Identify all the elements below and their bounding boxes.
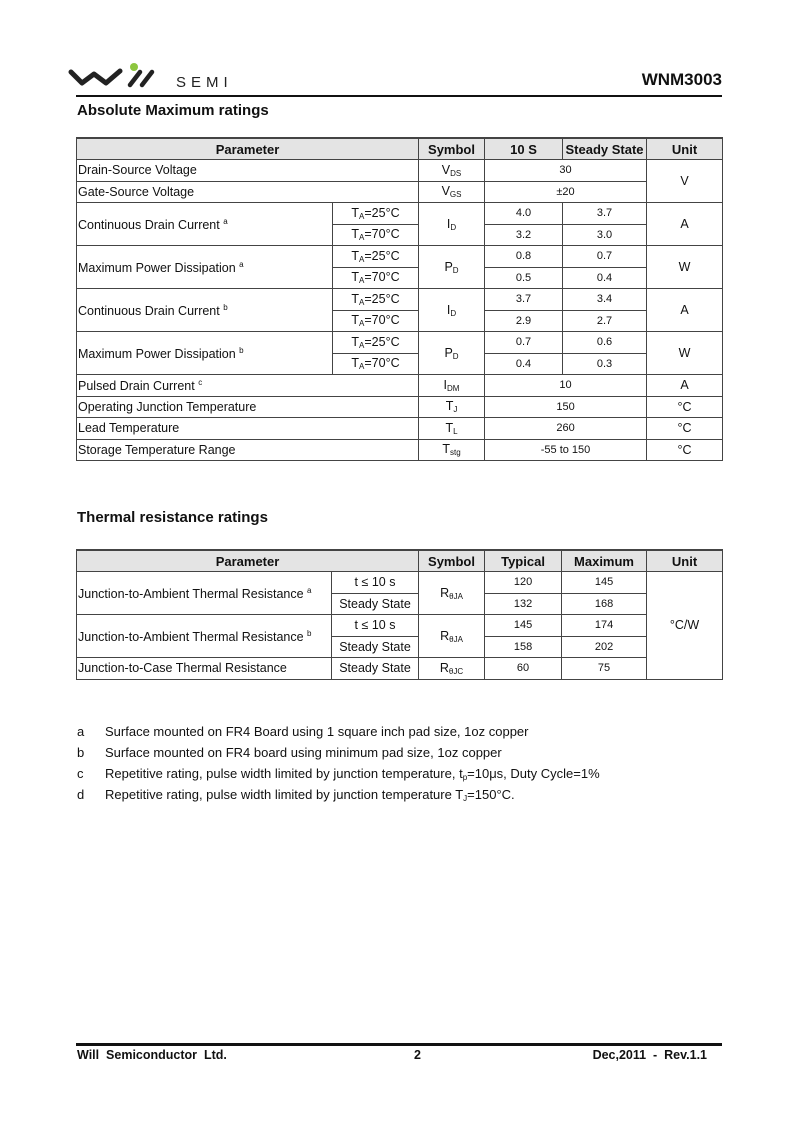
value: 150 (485, 396, 647, 418)
col-parameter: Parameter (77, 138, 419, 160)
page-number: 2 (414, 1048, 421, 1062)
footnote-c: c Repetitive rating, pulse width limited by junction temperature, $t_p=10\mu s$, Duty Cycle=1% (77, 766, 600, 782)
col-maximum: Maximum (562, 550, 647, 572)
condition: $T_A=70^\circ C$ (333, 353, 419, 375)
table-row (77, 289, 723, 311)
header-rule (76, 95, 722, 97)
param-label: Continuous Drain Current $^b$ (77, 289, 333, 332)
unit: °C (647, 439, 723, 461)
value-maximum: 75 (562, 658, 647, 680)
value-typical: 132 (485, 593, 562, 615)
col-steady-state: Steady State (563, 138, 647, 160)
value: -55 to 150 (485, 439, 647, 461)
value-steady: 3.4 (563, 289, 647, 311)
param-label: Lead Temperature (77, 418, 419, 440)
symbol: $P_D$ (419, 332, 485, 375)
table-row (77, 181, 723, 203)
condition: $T_A=25^\circ C$ (333, 203, 419, 225)
condition: $T_A=70^\circ C$ (333, 224, 419, 246)
value-maximum: 145 (562, 572, 647, 594)
symbol: $T_L$ (419, 418, 485, 440)
symbol: $V_{DS}$ (419, 160, 485, 182)
condition: $T_A=25^\circ C$ (333, 332, 419, 354)
footnote-b: b Surface mounted on FR4 board using minimum pad size, 1oz copper (77, 745, 502, 760)
unit: °C (647, 418, 723, 440)
footnotes (77, 724, 600, 808)
col-symbol: Symbol (419, 138, 485, 160)
logo-wave-icon (68, 62, 178, 92)
table-row (77, 332, 723, 354)
value-typical: 120 (485, 572, 562, 594)
unit: A (647, 289, 723, 332)
abs-max-title: Absolute Maximum ratings (77, 102, 269, 119)
symbol: $T_{stg}$ (419, 439, 485, 461)
symbol: $I_D$ (419, 289, 485, 332)
value-steady: 3.7 (563, 203, 647, 225)
thermal-title: Thermal resistance ratings (77, 509, 268, 526)
param-label: Pulsed Drain Current $^c$ (77, 375, 419, 397)
footnote-a: a Surface mounted on FR4 Board using 1 square inch pad size, 1oz copper (77, 724, 529, 739)
param-label: Drain-Source Voltage (77, 160, 419, 182)
unit: A (647, 203, 723, 246)
value-10s: 0.5 (485, 267, 563, 289)
value: 10 (485, 375, 647, 397)
value-typical: 145 (485, 615, 562, 637)
table-row (77, 246, 723, 268)
value-steady: 0.6 (563, 332, 647, 354)
value-steady: 2.7 (563, 310, 647, 332)
col-unit: Unit (647, 138, 723, 160)
value-maximum: 168 (562, 593, 647, 615)
value-10s: 0.8 (485, 246, 563, 268)
table-row (77, 396, 723, 418)
value-typical: 60 (485, 658, 562, 680)
table-row (77, 658, 723, 680)
value-typical: 158 (485, 636, 562, 658)
footer-rule (76, 1043, 722, 1046)
col-typical: Typical (485, 550, 562, 572)
table-row (77, 203, 723, 225)
condition: t ≤ 10 s (332, 615, 419, 637)
value: 260 (485, 418, 647, 440)
symbol: $P_D$ (419, 246, 485, 289)
param-label: Gate-Source Voltage (77, 181, 419, 203)
value-steady: 3.0 (563, 224, 647, 246)
condition: Steady State (332, 593, 419, 615)
condition: Steady State (332, 636, 419, 658)
value-10s: 3.2 (485, 224, 563, 246)
unit: V (647, 160, 723, 203)
symbol: $R_{\theta JA}$ (419, 615, 485, 658)
table-row (77, 615, 723, 637)
table-row (77, 418, 723, 440)
footer-revision: Dec,2011 - Rev.1.1 (592, 1048, 707, 1062)
param-label: Maximum Power Dissipation $^b$ (77, 332, 333, 375)
value-10s: 0.4 (485, 353, 563, 375)
table-row (77, 572, 723, 594)
param-label: Junction-to-Ambient Thermal Resistance $^b$ (77, 615, 332, 658)
logo-text: SEMI (176, 74, 233, 91)
logo-dot-icon (130, 63, 138, 71)
value: 30 (485, 160, 647, 182)
col-symbol: Symbol (419, 550, 485, 572)
will-semi-logo (68, 62, 258, 92)
param-label: Maximum Power Dissipation $^a$ (77, 246, 333, 289)
condition: $T_A=25^\circ C$ (333, 289, 419, 311)
footnote-d: d Repetitive rating, pulse width limited by junction temperature $T_J=150^\circ C$. (77, 787, 515, 803)
param-label: Junction-to-Case Thermal Resistance (77, 658, 332, 680)
value-10s: 2.9 (485, 310, 563, 332)
table-row (77, 160, 723, 182)
value-maximum: 202 (562, 636, 647, 658)
value-10s: 0.7 (485, 332, 563, 354)
symbol: $T_J$ (419, 396, 485, 418)
unit: W (647, 332, 723, 375)
unit: W (647, 246, 723, 289)
symbol: $R_{\theta JA}$ (419, 572, 485, 615)
table-header-row (77, 550, 723, 572)
param-label: Junction-to-Ambient Thermal Resistance $^a$ (77, 572, 332, 615)
value-steady: 0.7 (563, 246, 647, 268)
param-label: Storage Temperature Range (77, 439, 419, 461)
condition: $T_A=70^\circ C$ (333, 310, 419, 332)
condition: $T_A=70^\circ C$ (333, 267, 419, 289)
symbol: $I_{DM}$ (419, 375, 485, 397)
value-maximum: 174 (562, 615, 647, 637)
col-unit: Unit (647, 550, 723, 572)
symbol: $V_{GS}$ (419, 181, 485, 203)
symbol: $R_{\theta JC}$ (419, 658, 485, 680)
symbol: $I_D$ (419, 203, 485, 246)
footer-company: Will Semiconductor Ltd. (77, 1048, 227, 1062)
condition: t ≤ 10 s (332, 572, 419, 594)
unit: °C/W (647, 572, 723, 680)
table-row (77, 375, 723, 397)
value-steady: 0.3 (563, 353, 647, 375)
col-10s: 10 S (485, 138, 563, 160)
value-10s: 4.0 (485, 203, 563, 225)
unit: °C (647, 396, 723, 418)
col-parameter: Parameter (77, 550, 419, 572)
abs-max-table (76, 137, 723, 461)
condition: $T_A=25^\circ C$ (333, 246, 419, 268)
value-10s: 3.7 (485, 289, 563, 311)
value: ±20 (485, 181, 647, 203)
value-steady: 0.4 (563, 267, 647, 289)
table-row (77, 439, 723, 461)
thermal-table (76, 549, 723, 680)
condition: Steady State (332, 658, 419, 680)
part-number: WNM3003 (641, 70, 722, 89)
table-header-row (77, 138, 723, 160)
param-label: Operating Junction Temperature (77, 396, 419, 418)
unit: A (647, 375, 723, 397)
param-label: Continuous Drain Current $^a$ (77, 203, 333, 246)
